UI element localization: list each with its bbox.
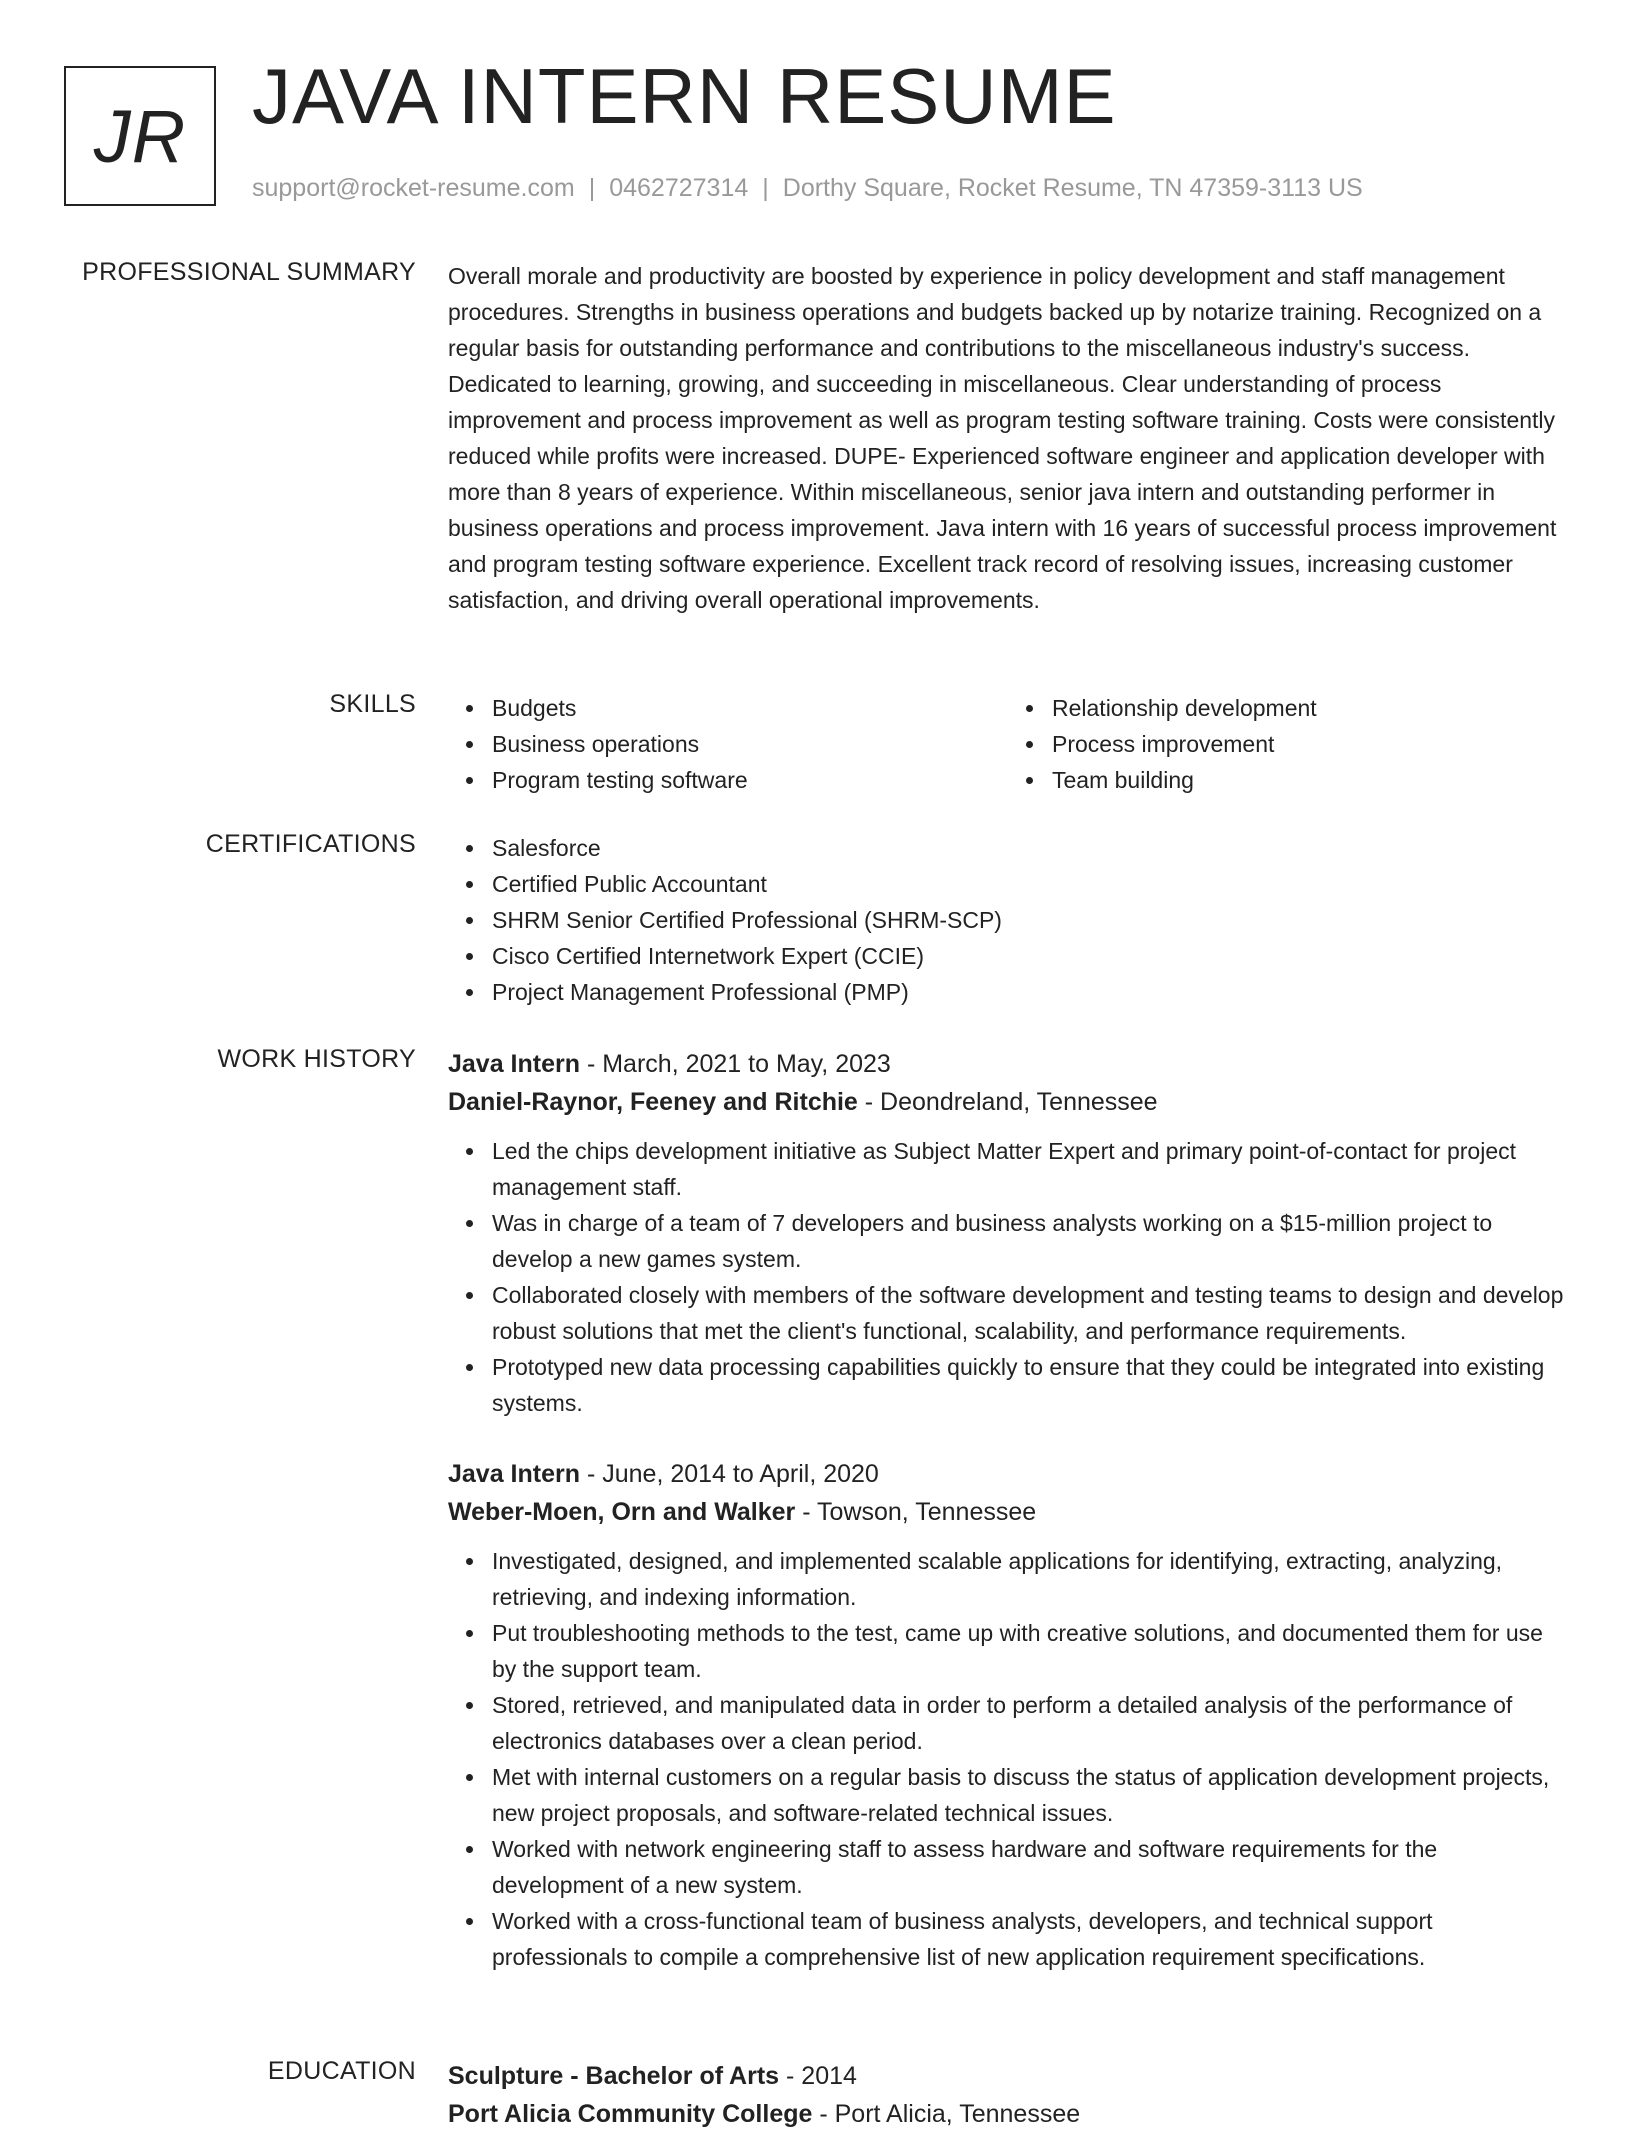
job-company-line <box>448 1493 1568 1531</box>
job-title: Java Intern <box>448 1050 581 1078</box>
education-degree-line <box>448 2057 1568 2095</box>
certifications-heading: CERTIFICATIONS <box>205 830 416 858</box>
job-entry <box>448 1455 1568 1975</box>
job-dates: - March, 2021 to May, 2023 <box>580 1050 891 1078</box>
skill-item: Budgets <box>492 690 1008 726</box>
education-school-line <box>448 2095 1568 2133</box>
job-duty: Met with internal customers on a regular basis to discuss the status of application development projects, new project proposals, and software-related technical issues. <box>492 1759 1568 1831</box>
skill-item: Program testing software <box>492 762 1008 798</box>
job-duties-list <box>448 1133 1568 1421</box>
job-duty: Was in charge of a team of 7 developers and business analysts working on a $15-million project to develop a new games system. <box>492 1205 1568 1277</box>
education-degree: Sculpture - Bachelor of Arts <box>448 2062 780 2090</box>
certification-item: Certified Public Accountant <box>492 866 1568 902</box>
contact-separator: | <box>762 174 769 202</box>
job-duty: Worked with a cross-functional team of business analysts, developers, and technical support professionals to compile a comprehensive list of new application requirement specifications. <box>492 1903 1568 1975</box>
job-duties-list <box>448 1543 1568 1975</box>
skill-item: Process improvement <box>1052 726 1568 762</box>
contact-separator: | <box>588 174 596 202</box>
summary-text: Overall morale and productivity are boosted by experience in policy development and staff management procedures. Strengths in business operations and budgets backed up by notarize training. Recognized on a regular basis for outstanding performance and contributions to the miscellaneous industry's success. Dedicated to learning, growing, and succeeding in miscellaneous. Clear understanding of process improvement and process improvement as well as program testing software training. Costs were consistently reduced while profits were increased. DUPE- Experienced software engineer and application developer with more than 8 years of experience. Within miscellaneous, senior java intern and outstanding performer in business operations and process improvement. Java intern with 16 years of successful process improvement and program testing software experience. Excellent track record of resolving issues, increasing customer satisfaction, and driving overall operational improvements. <box>448 263 1557 613</box>
job-duty: Stored, retrieved, and manipulated data in order to perform a detailed analysis of the performance of electronics databases over a clean period. <box>492 1687 1568 1759</box>
skills-heading: SKILLS <box>329 690 416 718</box>
job-title: Java Intern <box>448 1460 581 1488</box>
education-heading: EDUCATION <box>267 2057 416 2085</box>
certification-item: SHRM Senior Certified Professional (SHRM-SCP) <box>492 902 1568 938</box>
monogram-initials: JR <box>93 94 187 178</box>
certification-item: Project Management Professional (PMP) <box>492 974 1568 1010</box>
certification-item: Salesforce <box>492 830 1568 866</box>
contact-email[interactable]: support@rocket-resume.com <box>252 174 575 202</box>
contact-phone[interactable]: 0462727314 <box>609 174 749 202</box>
job-duty: Investigated, designed, and implemented scalable applications for identifying, extracting, analyzing, retrieving, and indexing information. <box>492 1543 1568 1615</box>
contact-address: Dorthy Square, Rocket Resume, TN 47359-3113 US <box>782 174 1363 202</box>
skills-list-left <box>448 690 1008 798</box>
resume-title: JAVA INTERN RESUME <box>252 52 1117 140</box>
education-location: - Port Alicia, Tennessee <box>812 2100 1081 2128</box>
education-year: - 2014 <box>779 2062 857 2090</box>
skill-item: Relationship development <box>1052 690 1568 726</box>
contact-line <box>252 174 1363 203</box>
skills-list-right <box>1008 690 1568 798</box>
certification-item: Cisco Certified Internetwork Expert (CCIE) <box>492 938 1568 974</box>
skill-item: Team building <box>1052 762 1568 798</box>
work-history-heading: WORK HISTORY <box>217 1045 416 1073</box>
monogram-box <box>64 66 216 206</box>
job-company: Weber-Moen, Orn and Walker <box>448 1498 796 1526</box>
job-dates: - June, 2014 to April, 2020 <box>580 1460 879 1488</box>
job-location: - Deondreland, Tennessee <box>857 1088 1158 1116</box>
job-duty: Prototyped new data processing capabilities quickly to ensure that they could be integrated into existing systems. <box>492 1349 1568 1421</box>
education-school: Port Alicia Community College <box>448 2100 813 2128</box>
job-title-line <box>448 1045 1568 1083</box>
job-duty: Worked with network engineering staff to assess hardware and software requirements for the development of a new system. <box>492 1831 1568 1903</box>
job-title-line <box>448 1455 1568 1493</box>
job-duty: Led the chips development initiative as Subject Matter Expert and primary point-of-contact for project management staff. <box>492 1133 1568 1205</box>
work-history-body <box>448 1045 1568 1975</box>
job-company: Daniel-Raynor, Feeney and Ritchie <box>448 1088 858 1116</box>
job-entry <box>448 1045 1568 1421</box>
education-body <box>448 2057 1568 2145</box>
job-duty: Collaborated closely with members of the software development and testing teams to design and develop robust solutions that met the client's functional, scalability, and performance requirements. <box>492 1277 1568 1349</box>
skills-body <box>448 690 1568 798</box>
summary-heading: PROFESSIONAL SUMMARY <box>82 258 416 286</box>
job-company-line <box>448 1083 1568 1121</box>
certifications-list <box>448 830 1568 1010</box>
job-location: - Towson, Tennessee <box>795 1498 1037 1526</box>
certifications-body <box>448 830 1568 1010</box>
skill-item: Business operations <box>492 726 1008 762</box>
job-duty: Put troubleshooting methods to the test, came up with creative solutions, and documented them for use by the support team. <box>492 1615 1568 1687</box>
